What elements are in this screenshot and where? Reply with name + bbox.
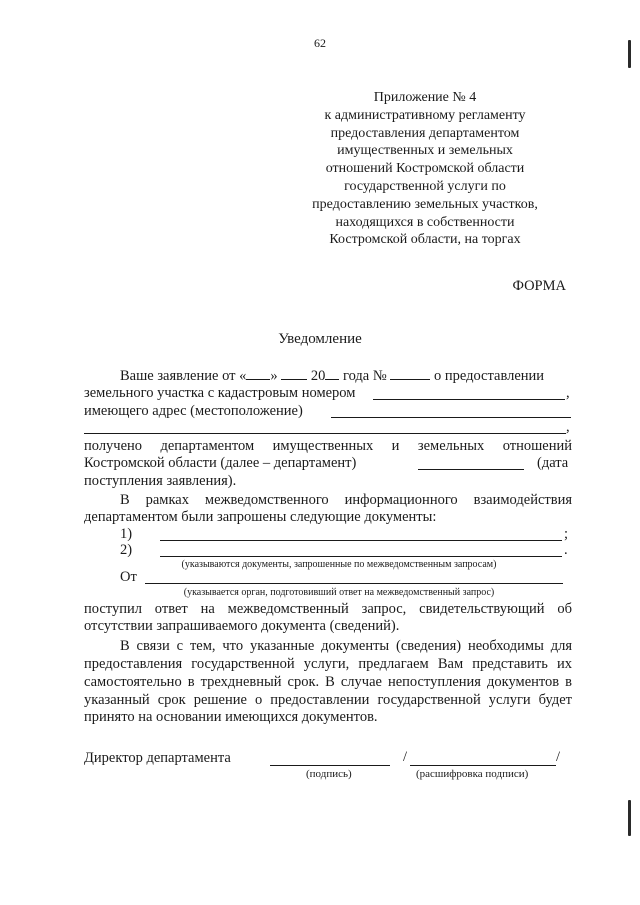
text-fragment: ,	[566, 385, 570, 401]
appendix-header	[300, 89, 550, 249]
scan-edge-mark	[628, 800, 631, 836]
text-line: имеющего адрес (местоположение)	[84, 403, 303, 419]
text-line: получено департаментом имущественных и земельных отношений	[84, 438, 572, 454]
text-fragment: »	[270, 368, 278, 384]
appendix-line: Костромской области, на торгах	[329, 232, 521, 248]
day-field[interactable]	[246, 367, 270, 380]
text-line: отсутствии запрашиваемого документа (сведений).	[84, 618, 400, 634]
appendix-line: имущественных и земельных	[337, 143, 513, 159]
text-line: департаментом были запрошены следующие документы:	[84, 509, 437, 525]
signatory-name-field[interactable]	[410, 765, 556, 766]
text-fragment: года №	[342, 368, 387, 384]
appendix-line: к административному регламенту	[324, 107, 526, 123]
address-field[interactable]	[331, 417, 571, 418]
notice-title: Уведомление	[278, 331, 362, 347]
caption-requested-documents: (указываются документы, запрошенные по межведомственным запросам)	[181, 559, 497, 570]
caption-signatory-name: (расшифровка подписи)	[416, 768, 529, 780]
text-fragment: /	[403, 749, 408, 765]
appendix-line: государственной услуги по	[344, 178, 506, 194]
text-fragment: /	[556, 749, 561, 765]
appendix-line: находящихся в собственности	[335, 214, 515, 230]
text-line: земельного участка с кадастровым номером	[84, 385, 356, 401]
text-fragment: о предоставлении	[433, 368, 545, 384]
text-line: поступил ответ на межведомственный запрос, свидетельствующий об	[84, 601, 572, 617]
application-date-line	[120, 367, 544, 385]
responding-authority-field[interactable]	[145, 583, 563, 584]
text-fragment: От	[120, 569, 137, 585]
application-number-field[interactable]	[390, 367, 430, 380]
text-line: В связи с тем, что указанные документы (сведения) необходимы для	[120, 638, 572, 654]
month-field[interactable]	[281, 367, 307, 380]
text-line: указанный срок решение о предоставлении государственной услуги будет	[84, 692, 572, 708]
appendix-line: предоставления департаментом	[330, 125, 520, 141]
appendix-line: предоставлению земельных участков,	[312, 196, 538, 212]
caption-responding-authority: (указывается орган, подготовивший ответ на межведомственный запрос)	[183, 587, 495, 598]
text-line: Костромской области (далее – департамент)	[84, 455, 357, 471]
cadastral-number-field[interactable]	[373, 399, 565, 400]
signature-field[interactable]	[270, 765, 390, 766]
text-fragment: 20	[310, 368, 326, 384]
address-field-continued[interactable]	[84, 433, 566, 434]
text-fragment: ;	[564, 526, 569, 542]
text-fragment: (дата	[537, 455, 569, 471]
requested-document-1-field[interactable]	[160, 540, 562, 541]
text-line: поступления заявления).	[84, 473, 237, 489]
list-marker: 1)	[120, 526, 133, 542]
text-fragment: Ваше заявление от «	[120, 368, 247, 384]
text-line: предоставления государственной услуги, предлагаем Вам представить их	[84, 656, 572, 672]
page-number: 62	[314, 36, 326, 50]
text-line: В рамках межведомственного информационного взаимодействия	[120, 492, 572, 508]
text-line: принято на основании имеющихся документов.	[84, 709, 378, 725]
year-field[interactable]	[325, 367, 339, 380]
list-marker: 2)	[120, 542, 133, 558]
requested-document-2-field[interactable]	[160, 556, 562, 557]
receipt-date-field[interactable]	[418, 469, 524, 470]
text-line: самостоятельно в трехдневный срок. В случае непоступления документов в	[84, 674, 572, 690]
text-fragment: ,	[566, 419, 570, 435]
form-label: ФОРМА	[512, 278, 566, 294]
signatory-title: Директор департамента	[84, 750, 231, 766]
text-fragment: .	[564, 542, 568, 558]
appendix-line: отношений Костромской области	[325, 161, 525, 177]
appendix-line: Приложение № 4	[373, 90, 477, 105]
caption-signature: (подпись)	[306, 768, 352, 780]
